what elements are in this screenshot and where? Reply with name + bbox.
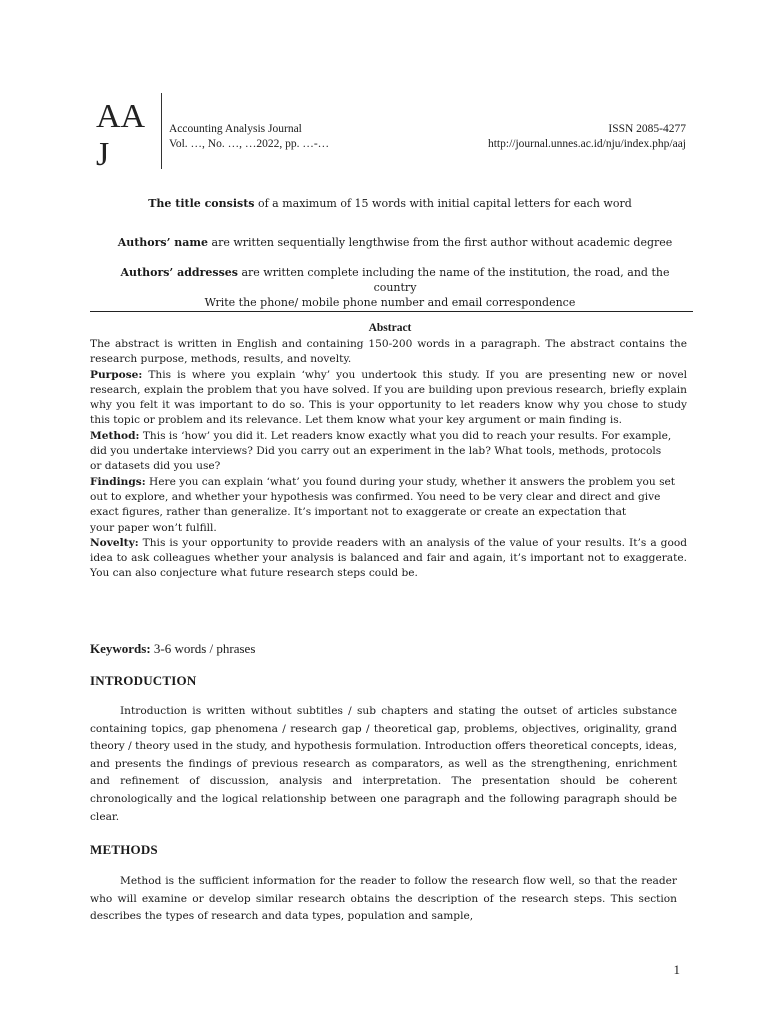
authors-name-line	[110, 235, 680, 250]
novelty-label: Novelty:	[90, 536, 139, 549]
findings-text-1: Here you can explain ‘what’ you found during your study, whether it answers the problem you set out to explore, and whether your hypothesis was confirmed. You need to be very clear and direct and give exact figures, rather than generalize. It’s important not to exaggerate or create an expectation that	[90, 475, 676, 519]
authors-rest: are written sequentially lengthwise from the first author without academic degree	[208, 236, 673, 249]
abstract-purpose	[90, 368, 687, 429]
title-bold: The title consists	[148, 197, 255, 210]
methods-text: Method is the sufficient information for the reader to follow the research flow well, so that the reader who will examine or develop similar research obtains the description of the research steps. This section describes the types of research and data types, population and sample,	[90, 875, 677, 923]
paper-title	[90, 196, 690, 211]
abstract-findings	[90, 475, 687, 521]
journal-name: Accounting Analysis Journal	[169, 123, 302, 135]
addresses-rest: are written complete including the name of the institution, the road, and the country	[237, 266, 670, 294]
keywords-line	[90, 641, 255, 657]
purpose-text: This is where you explain ‘why’ you undertook this study. If you are presenting new or novel research, explain the problem that you have solved. If you are building upon previous research, briefly explain why you felt it was important to do so. This is your opportunity to let readers know why you chose to study this topic or problem and its relevance. Let them know what your key argument or main finding is.	[90, 368, 687, 427]
logo-divider	[161, 93, 162, 169]
abstract-method-cont: or datasets did you use?	[90, 460, 221, 473]
logo-line-1: AA	[96, 98, 146, 135]
purpose-label: Purpose:	[90, 368, 143, 381]
horizontal-rule	[90, 311, 693, 312]
authors-address-line	[110, 265, 680, 295]
introduction-text: Introduction is written without subtitles / sub chapters and stating the outset of articles substance containing topics, gap phenomena / research gap / theoretical gap, problems, objectives, originality, grand theory / theory used in the study, and hypothesis formulation. Introduction offers theoretical concepts, ideas, and presents the findings of previous research as comparators, as well as the strengthening, enrichment and refinement of discussion, analysis and interpretation. The presentation should be coherent chronologically and the logical relationship between one paragraph and the following paragraph should be clear.	[90, 705, 677, 823]
method-text-1: This is ‘how’ you did it. Let readers know exactly what you did to reach your results. For example, did you undertake interviews? Did you carry out an experiment in the lab? What tools, methods, protocols	[90, 429, 672, 458]
journal-info	[169, 122, 329, 152]
page-number: 1	[673, 962, 680, 977]
keywords-value: 3-6 words / phrases	[150, 641, 256, 656]
authors-bold: Authors’ name	[117, 236, 209, 249]
abstract-body	[90, 337, 687, 582]
findings-label: Findings:	[90, 475, 146, 488]
abstract-heading: Abstract	[368, 322, 412, 334]
issn: ISSN 2085-4277	[608, 123, 686, 135]
abstract-findings-cont: your paper won’t fulfill.	[90, 521, 217, 534]
addresses-bold: Authors’ addresses	[120, 266, 238, 279]
volume-line: Vol. …, No. …, …2022, pp. …-…	[169, 138, 330, 150]
methods-heading: METHODS	[90, 842, 158, 857]
journal-url[interactable]: http://journal.unnes.ac.id/nju/index.php/aaj	[487, 138, 686, 150]
issn-info	[488, 122, 686, 152]
method-label: Method:	[90, 429, 140, 442]
abstract-intro: The abstract is written in English and containing 150-200 words in a paragraph. The abstract contains the research purpose, methods, results, and novelty.	[90, 338, 687, 366]
keywords-label: Keywords:	[90, 641, 151, 656]
title-rest: of a maximum of 15 words with initial capital letters for each word	[254, 197, 632, 210]
logo-line-2: J	[96, 136, 110, 173]
contact-line: Write the phone/ mobile phone number and email correspondence	[204, 296, 576, 309]
novelty-text: This is your opportunity to provide readers with an analysis of the value of your results. It’s a good idea to ask colleagues whether your analysis is balanced and fair and again, it’s important not to exaggerate. You can also conjecture what future research steps could be.	[90, 536, 687, 580]
introduction-heading: INTRODUCTION	[90, 673, 197, 688]
abstract-method	[90, 429, 687, 460]
abstract-novelty	[90, 536, 687, 582]
journal-logo	[96, 98, 160, 174]
